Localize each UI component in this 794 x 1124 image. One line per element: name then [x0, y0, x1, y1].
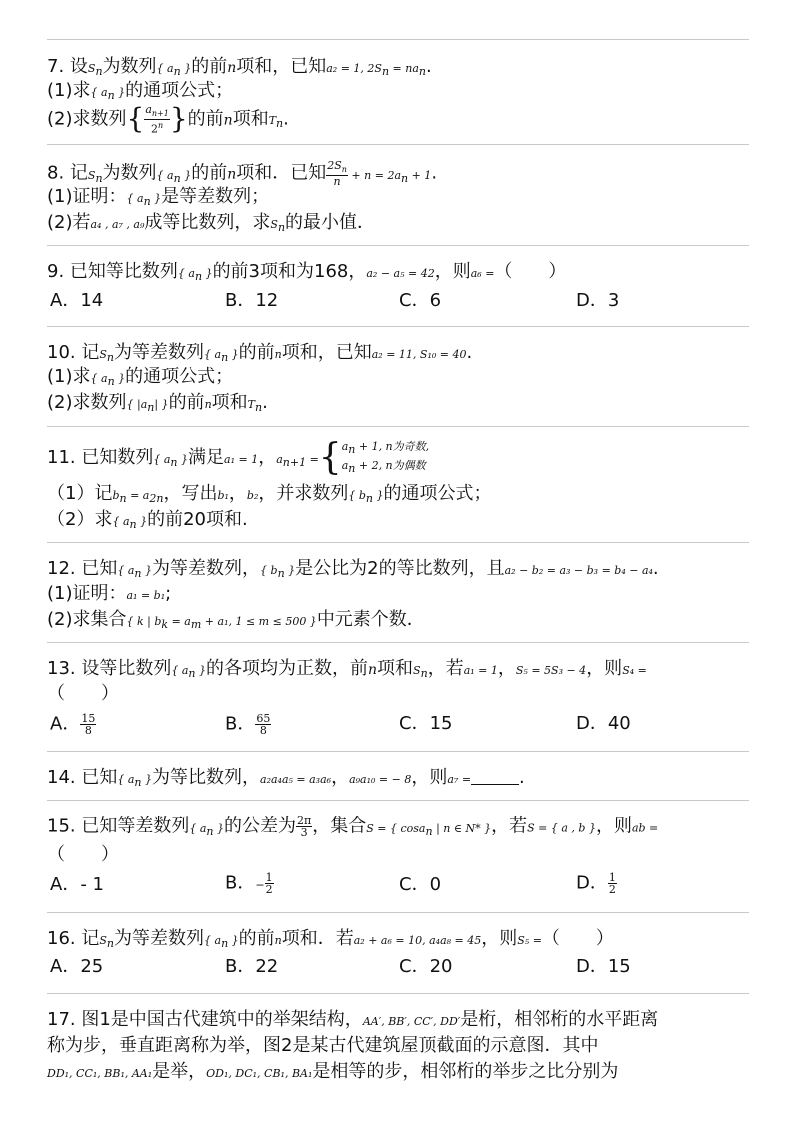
option-d[interactable]: D． $\frac{1}{2}$ — [576, 871, 616, 896]
fraction: $\frac{2\pi}{3}$ — [297, 814, 312, 839]
answer-paren: （ ） — [47, 844, 119, 865]
question-12-stem: 12. 已知{ $a_n$ }为等差数列，{ $b_n$ }是公比为2的等比数列，且a₂ − b₂ = a₃ − b₃ = b₄ − a₄. — [47, 558, 659, 581]
option-c[interactable]: C．6 — [399, 290, 442, 311]
text: 的前 — [191, 56, 228, 77]
question-17-line-2: 称为步，垂直距离称为举，图2是某古代建筑屋顶截面的示意图．其中 — [47, 1035, 599, 1056]
question-11-part-2: （2）求{ $a_n$ }的前20项和. — [47, 509, 248, 532]
question-8-stem: 8. 记$S_n$为数列{ $a_n$ }的前n项和．已知 $\frac{2S_n}{n}$ + $n = 2a_n + 1$. — [47, 159, 438, 189]
question-10-part-1: (1)求{ $a_n$ }的通项公式； — [47, 366, 234, 389]
divider — [47, 39, 749, 40]
option-a[interactable]: A．25 — [50, 956, 104, 977]
question-8-part-1: (1)证明：{ $a_n$ }是等差数列； — [47, 186, 270, 209]
option-b[interactable]: B． $\frac{65}{8}$ — [225, 712, 271, 737]
question-17-line-1: 17. 图1是中国古代建筑中的举架结构，AA′, BB′, CC′, DD′是桁，相邻桁的水平距离 — [47, 1009, 659, 1030]
answer-paren: （ ） — [47, 683, 119, 704]
question-14-stem: 14. 已知{ $a_n$ }为等比数列，a₂a₄a₅ = a₃a₆，a₉a₁₀ = − 8，则a₇ = . — [47, 767, 525, 790]
divider — [47, 144, 749, 145]
text: 为数列 — [102, 56, 157, 77]
option-c[interactable]: C．15 — [399, 713, 453, 734]
question-11-part-1: （1）记$b_n = a_{2n}$，写出b₁，b₂，并求数列{ $b_n$ }的通项公式； — [47, 483, 492, 506]
option-d[interactable]: D．15 — [576, 956, 631, 977]
option-a[interactable]: A．- 1 — [50, 874, 104, 895]
option-d[interactable]: D．3 — [576, 290, 620, 311]
math: { $a_n$ } — [156, 62, 192, 79]
option-d[interactable]: D．40 — [576, 713, 631, 734]
question-8-part-2: (2)若a₄ , a₇ , a₉成等比数列，求$S_n$的最小值． — [47, 212, 376, 235]
question-10-part-2: (2)求数列{ $|a_n|$ }的前n项和$T_n$. — [47, 392, 268, 415]
divider — [47, 912, 749, 913]
question-12-part-2: (2)求集合{ k | $b_k = a_m + a_1$, 1 ≤ m ≤ 500 }中元素个数． — [47, 609, 425, 632]
divider — [47, 245, 749, 246]
divider — [47, 800, 749, 801]
text: 项和，已知 — [236, 56, 327, 77]
divider — [47, 426, 749, 427]
math: n — [227, 60, 237, 76]
question-7-part-1: (1)求{ $a_n$ }的通项公式； — [47, 80, 234, 103]
question-11-stem: 11. 已知数列{ $a_n$ }满足a₁ = 1，$a_{n+1}$ ={ $a_n + 1$, n为奇数, $a_n + 2$, n为偶数 — [47, 437, 430, 478]
question-16-stem: 16. 记$S_n$为等差数列{ $a_n$ }的前n项和．若a₂ + a₆ = 10, a₄a₈ = 45，则S₅ =（ ） — [47, 928, 614, 951]
divider — [47, 642, 749, 643]
option-a[interactable]: A．14 — [50, 290, 104, 311]
option-c[interactable]: C．20 — [399, 956, 453, 977]
question-9-stem: 9. 已知等比数列{ $a_n$ }的前3项和为168，a₂ − a₅ = 42，则a₆ =（ ） — [47, 261, 567, 284]
option-c[interactable]: C．0 — [399, 874, 442, 895]
fraction: $\frac{2S_n}{n}$ — [327, 159, 347, 189]
question-12-part-1: (1)证明：a₁ = b₁; — [47, 583, 172, 604]
option-b[interactable]: B．22 — [225, 956, 279, 977]
divider — [47, 751, 749, 752]
text: 7. 设 — [47, 56, 88, 77]
question-7-part-2: (2)求数列{ $\frac{a_{n+1}}{2^n}$ }的前n项和$T_n$. — [47, 102, 289, 136]
question-15-stem: 15. 已知等差数列{ $a_n$ }的公差为 $\frac{2\pi}{3}$ ，集合S = { cosa$_n$ | n ∈ N* }，若S = { a , b }，则ab = — [47, 814, 659, 839]
divider — [47, 993, 749, 994]
option-b[interactable]: B．− $\frac{1}{2}$ — [225, 871, 273, 896]
answer-blank[interactable] — [471, 768, 519, 785]
option-a[interactable]: A． $\frac{15}{8}$ — [50, 712, 96, 737]
fraction: $\frac{a_{n+1}}{2^n}$ — [145, 103, 169, 136]
question-17-line-3: DD₁, CC₁, BB₁, AA₁是举，OD₁, DC₁, CB₁, BA₁是相等的步，相邻桁的举步之比分别为 — [47, 1061, 619, 1082]
question-13-stem: 13. 设等比数列{ $a_n$ }的各项均为正数，前n项和$S_n$，若a₁ = 1，S₅ = 5S₃ − 4，则S₄ = — [47, 658, 647, 681]
question-10-stem: 10. 记$S_n$为等差数列{ $a_n$ }的前n项和，已知a₂ = 11, S₁₀ = 40. — [47, 342, 473, 365]
option-b[interactable]: B．12 — [225, 290, 279, 311]
divider — [47, 326, 749, 327]
math: $S_n$ — [87, 62, 103, 79]
piecewise: $a_n + 1$, n为奇数, $a_n + 2$, n为偶数 — [341, 439, 430, 476]
math: a₂ = 1, $2S_n = na_n$ — [326, 62, 426, 79]
divider — [47, 542, 749, 543]
text: . — [426, 56, 432, 77]
